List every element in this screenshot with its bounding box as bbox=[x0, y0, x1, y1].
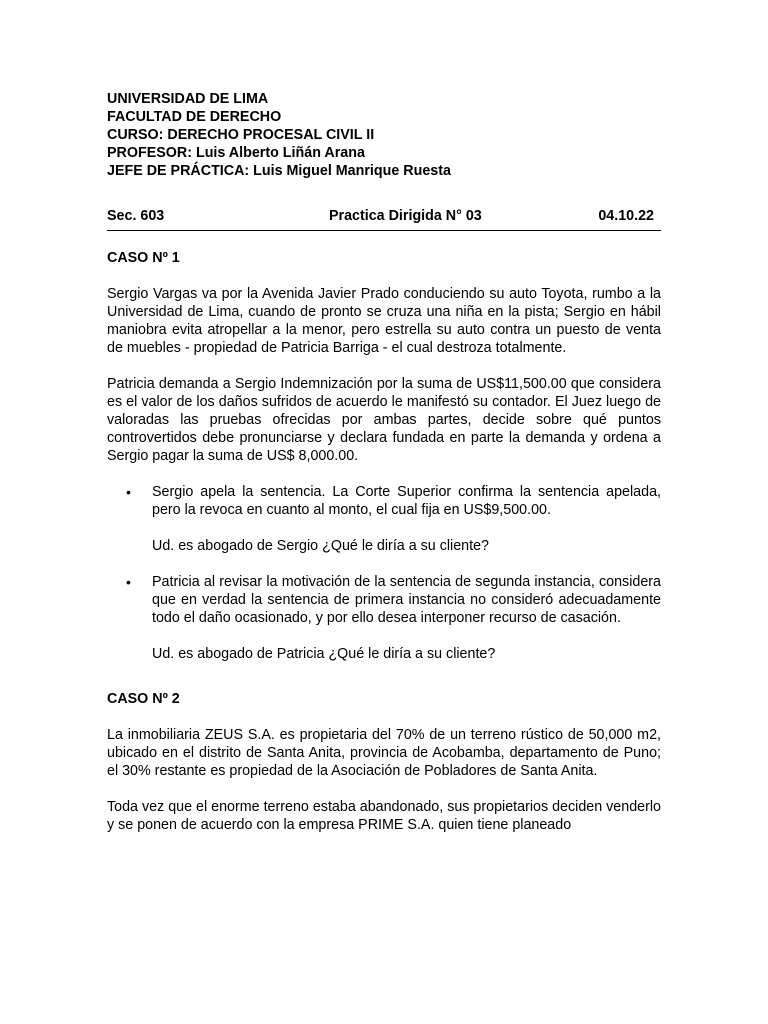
bullet-icon: • bbox=[126, 484, 131, 500]
practice-date: 04.10.22 bbox=[598, 208, 654, 224]
caso1-title: CASO Nº 1 bbox=[107, 250, 180, 266]
list-item bbox=[126, 483, 661, 555]
list-item bbox=[126, 573, 661, 663]
caso1-bullet-2-text: Patricia al revisar la motivación de la sentencia de segunda instancia, considera que en verdad la sentencia de primera instancia no consideró adecuadamente todo el daño ocasionado, y por ello desea interponer recurso de casación. bbox=[152, 574, 661, 626]
professor-name: PROFESOR: Luis Alberto Liñán Arana bbox=[107, 145, 365, 161]
caso2-paragraph-2: Toda vez que el enorme terreno estaba abandonado, sus propietarios deciden venderlo y se ponen de acuerdo con la empresa PRIME S.A. quien tiene planeado bbox=[107, 799, 661, 833]
caso1-paragraph-2: Patricia demanda a Sergio Indemnización por la suma de US$11,500.00 que considera es el valor de los daños sufridos de acuerdo le manifestó su contador. El Juez luego de valoradas las pruebas ofrecidas por ambas partes, decide sobre qué puntos controvertidos debe pronunciarse y declara fundada en parte la demanda y ordena a Sergio pagar la suma de US$ 8,000.00. bbox=[107, 376, 661, 464]
caso2-title: CASO Nº 2 bbox=[107, 691, 180, 707]
caso1-bullet-1-question: Ud. es abogado de Sergio ¿Qué le diría a su cliente? bbox=[152, 538, 489, 554]
caso1-bullet-list bbox=[107, 483, 661, 663]
section-number: Sec. 603 bbox=[107, 208, 165, 224]
caso2-paragraph-1: La inmobiliaria ZEUS S.A. es propietaria del 70% de un terreno rústico de 50,000 m2, ubicado en el distrito de Santa Anita, provincia de Acobamba, departamento de Puno; el 30% restante es propiedad de la Asociación de Pobladores de Santa Anita. bbox=[107, 727, 661, 779]
caso1-bullet-2-question: Ud. es abogado de Patricia ¿Qué le diría a su cliente? bbox=[152, 646, 496, 662]
session-line bbox=[107, 206, 661, 226]
caso1-bullet-1-text: Sergio apela la sentencia. La Corte Superior confirma la sentencia apelada, pero la revoca en cuanto al monto, el cual fija en US$9,500.00. bbox=[152, 484, 661, 518]
faculty-name: FACULTAD DE DERECHO bbox=[107, 109, 282, 125]
document-page bbox=[107, 90, 661, 834]
jefe-practica-name: JEFE DE PRÁCTICA: Luis Miguel Manrique Ruesta bbox=[107, 163, 451, 179]
bullet-icon: • bbox=[126, 574, 131, 590]
caso1-paragraph-1: Sergio Vargas va por la Avenida Javier Prado conduciendo su auto Toyota, rumbo a la Universidad de Lima, cuando de pronto se cruza una niña en la pista; Sergio en hábil maniobra evita atropellar a la menor, pero estrella su auto contra un puesto de venta de muebles - propiedad de Patricia Barriga - el cual destroza totalmente. bbox=[107, 286, 661, 356]
document-header bbox=[107, 90, 661, 180]
university-name: UNIVERSIDAD DE LIMA bbox=[107, 91, 269, 107]
practice-title: Practica Dirigida N° 03 bbox=[329, 208, 482, 224]
header-divider bbox=[107, 230, 661, 231]
course-name: CURSO: DERECHO PROCESAL CIVIL II bbox=[107, 127, 375, 143]
